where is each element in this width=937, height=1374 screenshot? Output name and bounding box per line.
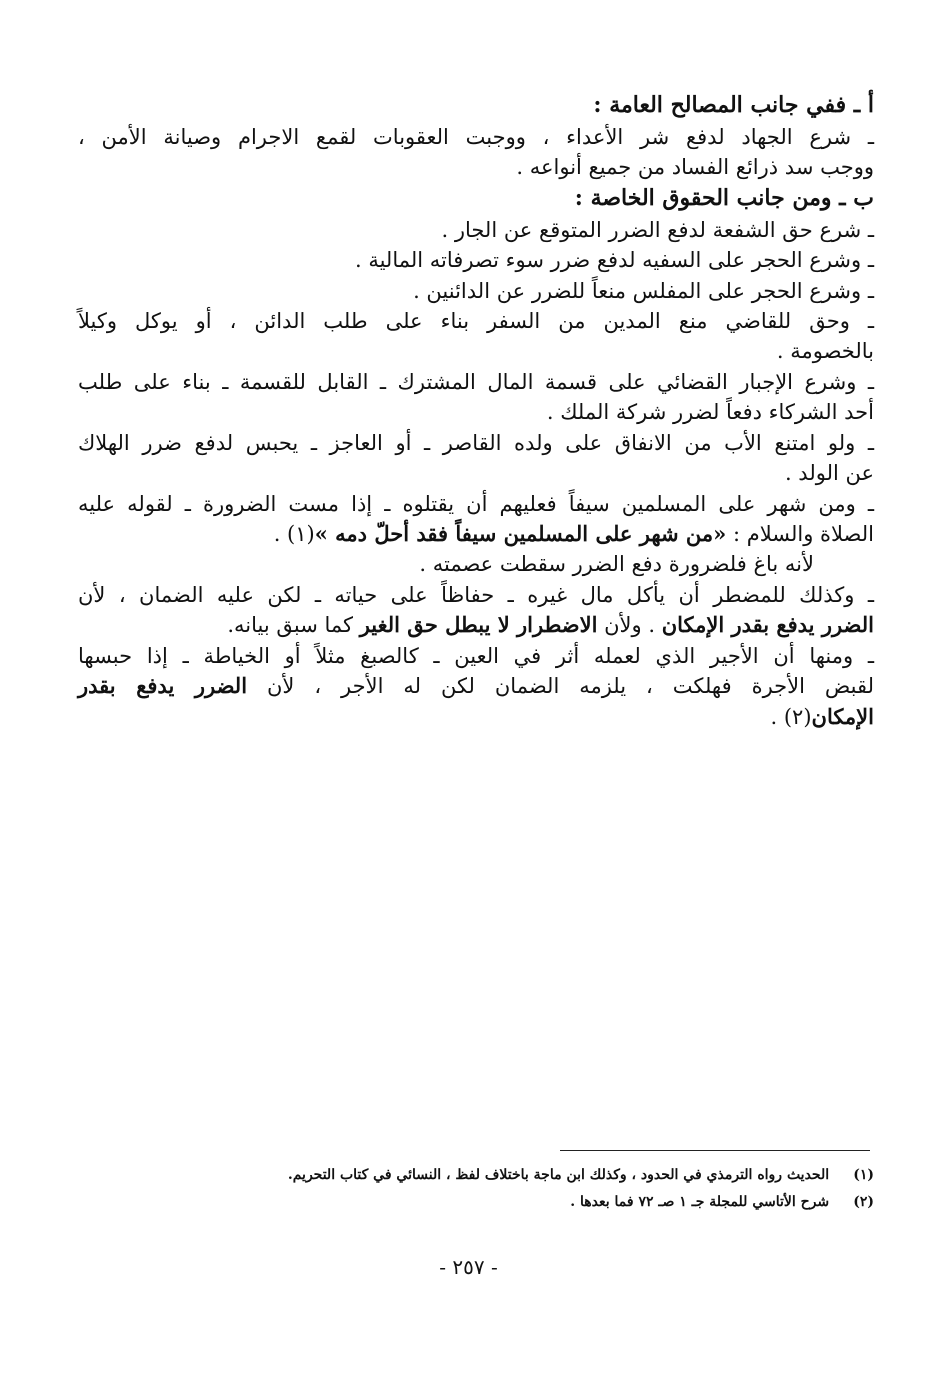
page-number: - ٢٥٧ - (439, 1255, 498, 1279)
paragraph-line: بالخصومة . (776, 339, 874, 364)
footnote-text: الحديث رواه الترمذي في الحدود ، وكذلك ابن ماجة باختلاف لفظ ، النسائي في كتاب التحريم. (287, 1167, 830, 1183)
paragraph-line: عن الولد . (784, 461, 874, 486)
paragraph-line: ـ ومنها أن الأجير الذي لعمله أثر في العين ـ كالصبغ مثلاً أو الخياطة ـ إذا حبسها (78, 643, 874, 668)
text-run: الصلاة والسلام : (726, 522, 874, 547)
page-body (78, 90, 874, 732)
text-run: لقبض الأجرة فهلكت ، يلزمه الضمان لكن له الأجر ، لأن (247, 674, 874, 699)
paragraph-line-maxim (78, 610, 874, 640)
paragraph-line: ـ وشرع الإجبار القضائي على قسمة المال المشترك ـ القابل للقسمة ـ بناء على طلب (78, 369, 874, 394)
section-heading-private: ب ـ ومن جانب الحقوق الخاصة : (574, 184, 874, 211)
paragraph-line: ـ ومن شهر على المسلمين سيفاً فعليهم أن يقتلوه ـ إذا مست الضرورة ـ لقوله عليه (78, 491, 874, 516)
paragraph-line-hadith (78, 519, 874, 549)
paragraph-line: ووجب سد ذرائع الفساد من جميع أنواعه . (516, 155, 874, 180)
paragraph-line: ـ ولو امتنع الأب من الانفاق على ولده القاصر ـ أو العاجز ـ يحبس لدفع ضرر الهلاك (78, 430, 874, 455)
paragraph-line: ـ وشرع الحجر على السفيه لدفع ضرر سوء تصرفاته المالية . (354, 248, 874, 273)
hadith-quote: «من شهر على المسلمين سيفاً فقد أحلّ دمه » (314, 521, 727, 547)
text-run: . ولأن (597, 613, 662, 638)
footnote-item (120, 1189, 874, 1216)
section-heading-public: أ ـ ففي جانب المصالح العامة : (593, 92, 874, 118)
text-run: كما سبق بيانه. (227, 613, 360, 638)
legal-maxim: الإمكان (811, 703, 874, 729)
footnote-divider (560, 1150, 870, 1151)
footnote-number: (١) (853, 1167, 874, 1183)
footnote-ref-1: (١) . (273, 522, 315, 547)
paragraph-line: ـ وحق للقاضي منع المدين من السفر بناء على طلب الدائن ، أو يوكل وكيلاً (78, 308, 874, 333)
footnote-text: شرح الأتاسي للمجلة جـ ١ صـ ٧٢ فما بعدها . (570, 1193, 830, 1210)
paragraph-line-maxim (78, 702, 874, 732)
footnote-ref-2: (٢) . (770, 704, 812, 729)
footnote-number: (٢) (853, 1193, 874, 1210)
legal-maxim: الضرر يدفع بقدر (78, 673, 248, 699)
paragraph-line: ـ وكذلك للمضطر أن يأكل مال غيره ـ حفاظاً على حياته ـ لكن عليه الضمان ، لأن (78, 582, 874, 607)
paragraph-line-maxim (78, 671, 874, 701)
paragraph-line: ـ وشرع الحجر على المفلس منعاً للضرر عن الدائنين . (413, 278, 874, 303)
legal-maxim: الضرر يدفع بقدر الإمكان (661, 612, 874, 638)
legal-maxim: الاضطرار لا يبطل حق الغير (359, 612, 598, 638)
paragraph-line: أحد الشركاء دفعاً لضرر شركة الملك . (546, 400, 874, 425)
footnote-item (120, 1162, 874, 1189)
footnotes (120, 1162, 874, 1215)
paragraph-line: ـ شرع الجهاد لدفع شر الأعداء ، ووجبت العقوبات لقمع الاجرام وصيانة الأمن ، (78, 124, 874, 149)
paragraph-line: ـ شرع حق الشفعة لدفع الضرر المتوقع عن الجار . (441, 217, 874, 242)
paragraph-line: لأنه باغ فلضرورة دفع الضرر سقطت عصمته . (419, 552, 814, 577)
